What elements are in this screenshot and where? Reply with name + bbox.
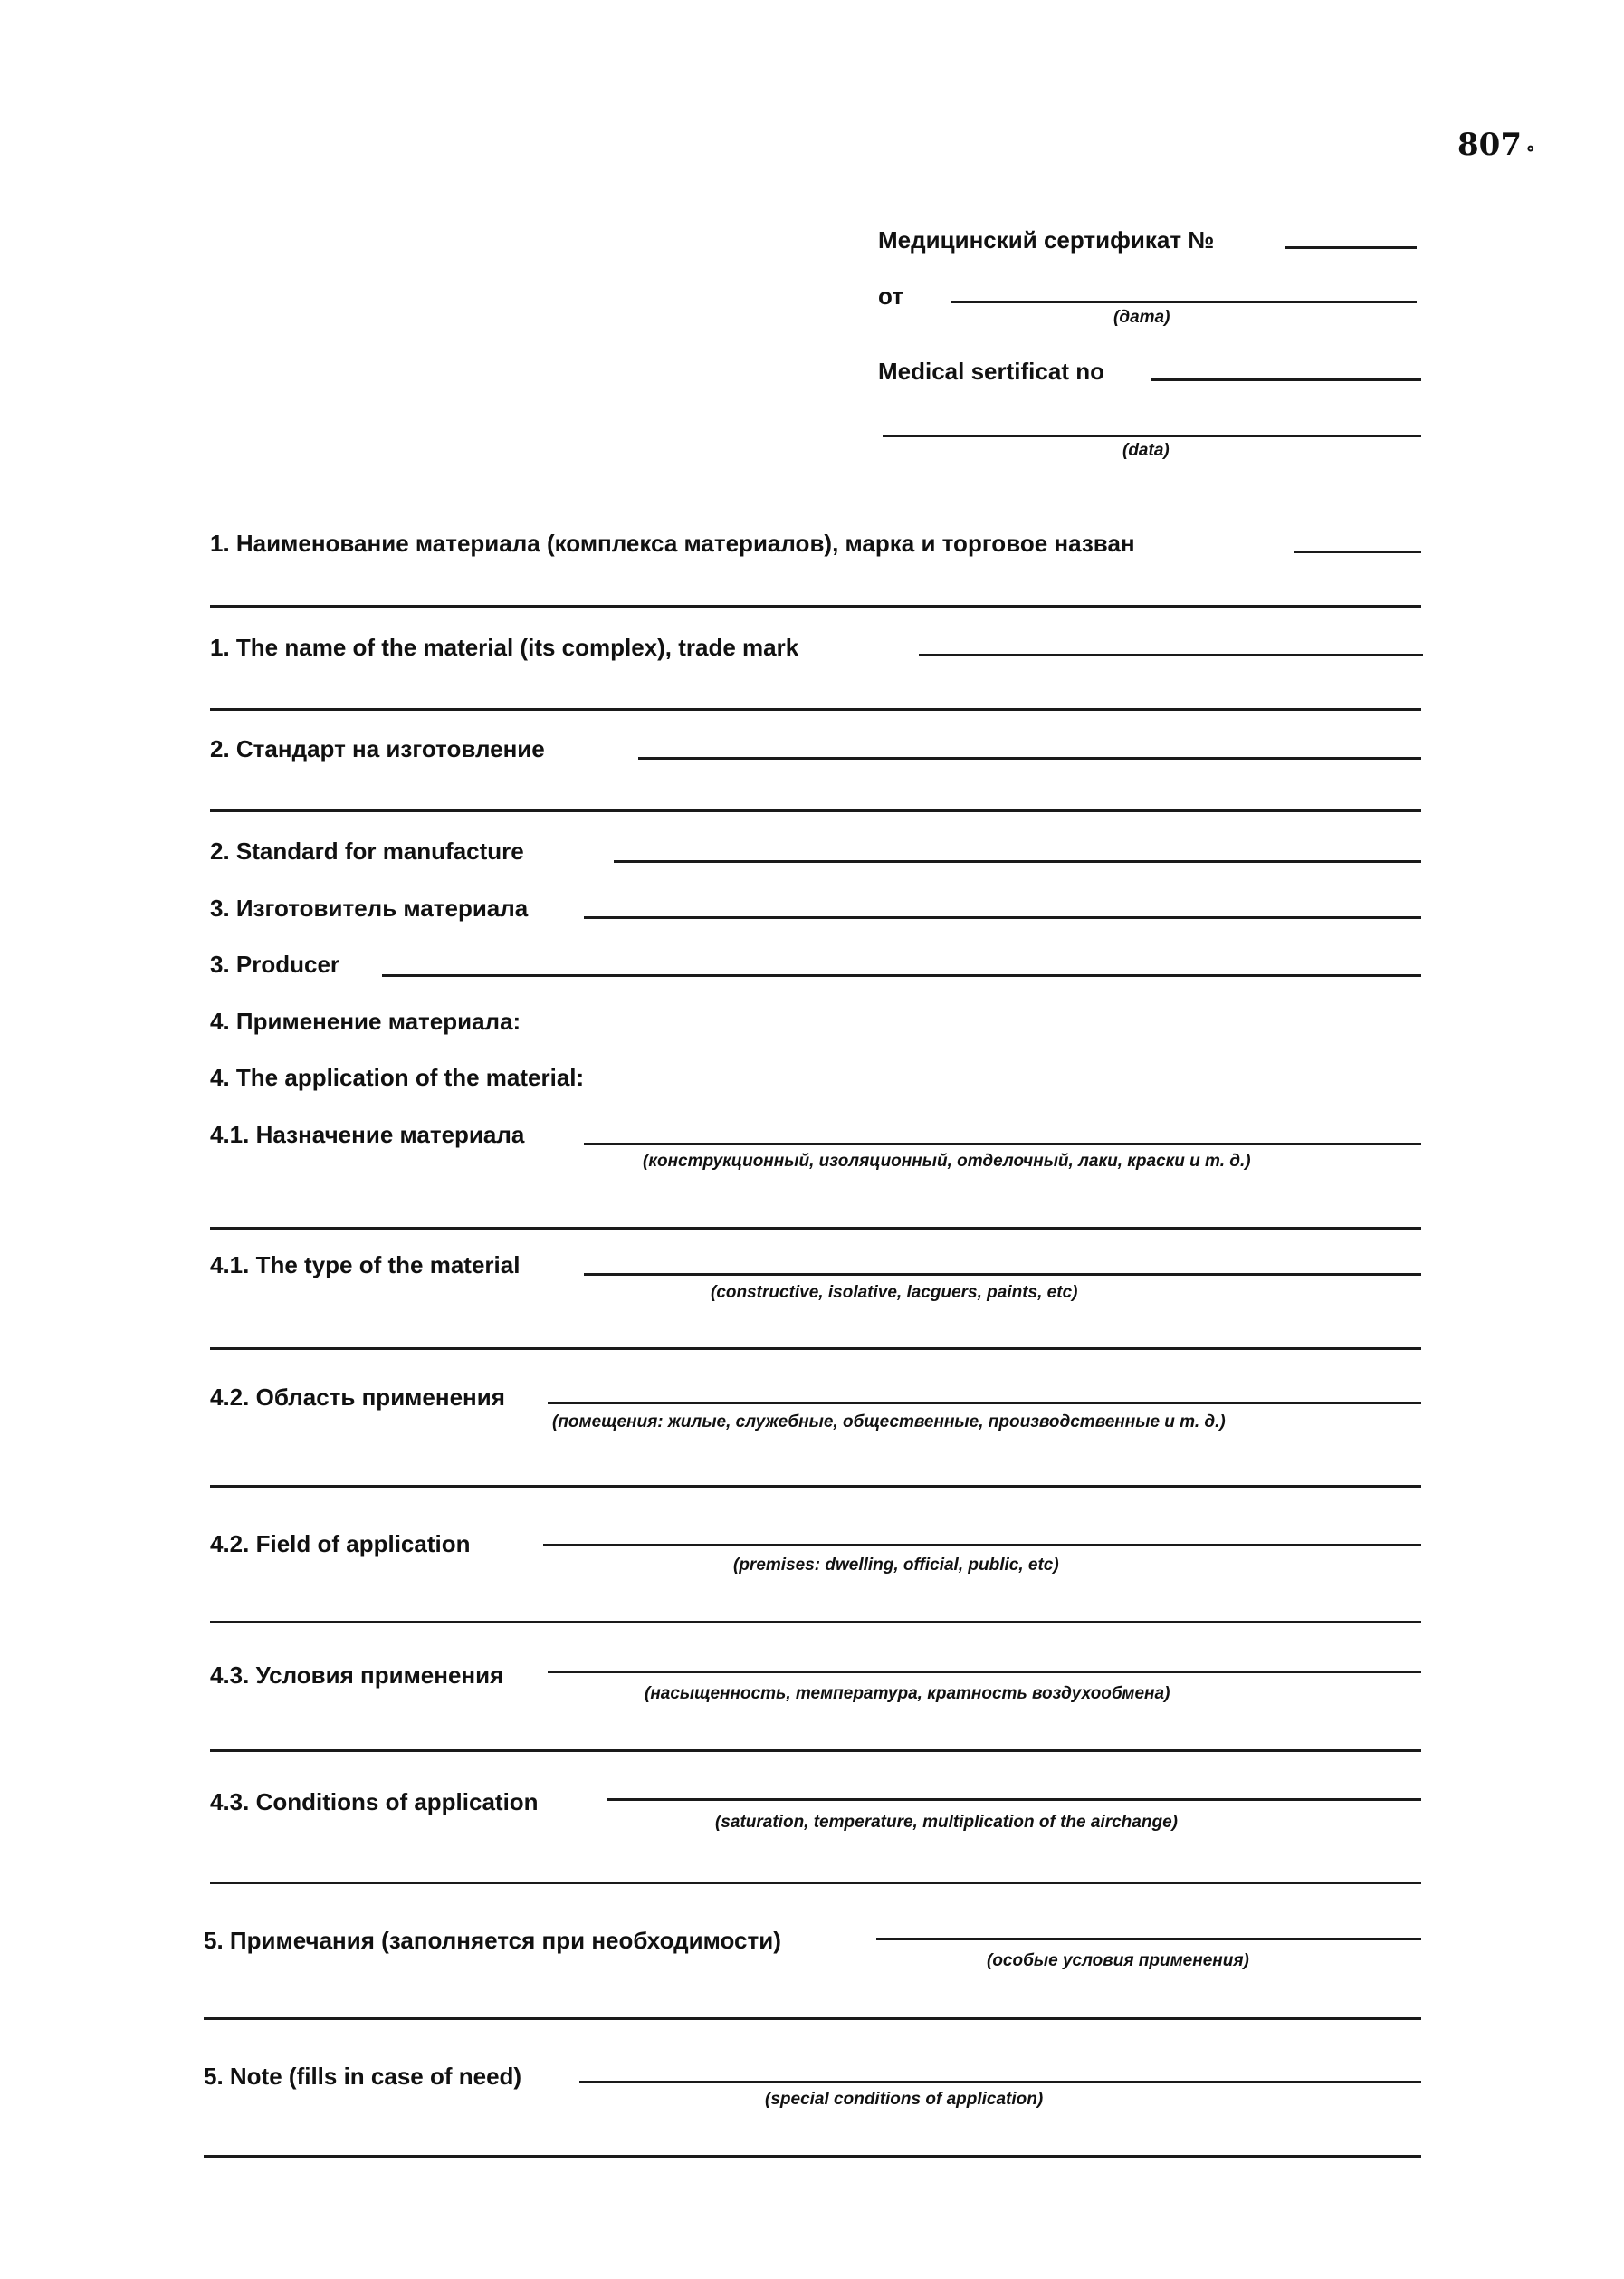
date-hint-en: (data) [1122,441,1170,460]
item-5-field-en-2[interactable] [204,2155,1421,2158]
item-4-1-hint-ru: (конструкционный, изоляционный, отделочный, лаки, краски и т. д.) [643,1152,1251,1171]
item-4-3-field-en[interactable] [607,1798,1421,1801]
item-4-3-field-en-2[interactable] [210,1882,1421,1884]
item-4-2-field-en[interactable] [543,1544,1421,1546]
item-4-1-field-en-2[interactable] [210,1347,1421,1350]
item-4-2-hint-en: (premises: dwelling, official, public, etc) [733,1556,1059,1575]
item-5-label-en: 5. Note (fills in case of need) [204,2063,522,2090]
item-4-1-field-ru-2[interactable] [210,1227,1421,1230]
item-2-field-en[interactable] [614,860,1421,863]
item-1-field-en[interactable] [919,654,1423,656]
item-4-2-field-ru-2[interactable] [210,1485,1421,1488]
item-4-label-en: 4. The application of the material: [210,1064,585,1091]
item-4-3-label-ru: 4.3. Условия применения [210,1661,504,1689]
page-mark: ∘ [1524,137,1536,160]
item-4-3-field-ru-2[interactable] [210,1749,1421,1752]
item-2-field-ru[interactable] [638,757,1421,760]
item-5-field-ru[interactable] [876,1938,1421,1940]
item-4-1-label-ru: 4.1. Назначение материала [210,1121,525,1148]
item-4-1-label-en: 4.1. The type of the material [210,1251,521,1278]
cert-number-label-ru: Медицинский сертификат № [878,226,1215,254]
item-5-hint-ru: (особые условия применения) [987,1951,1249,1970]
item-4-1-hint-en: (constructive, isolative, lacguers, paints, etc) [711,1283,1078,1302]
item-4-3-hint-en: (saturation, temperature, multiplication of the airchange) [715,1813,1178,1832]
item-4-2-field-en-2[interactable] [210,1621,1421,1623]
item-1-label-en: 1. The name of the material (its complex), trade mark [210,634,799,661]
item-1-field-ru-2[interactable] [210,605,1421,608]
item-3-label-en: 3. Producer [210,951,340,978]
cert-number-field-ru[interactable] [1285,246,1417,249]
item-4-3-field-ru[interactable] [548,1671,1421,1673]
item-4-3-label-en: 4.3. Conditions of application [210,1788,539,1815]
item-5-field-ru-2[interactable] [204,2017,1421,2020]
item-5-label-ru: 5. Примечания (заполняется при необходимости) [204,1927,781,1954]
item-4-3-hint-ru: (насыщенность, температура, кратность воздухообмена) [645,1684,1170,1703]
item-2-label-ru: 2. Стандарт на изготовление [210,735,545,762]
item-1-label-ru: 1. Наименование материала (комплекса материалов), марка и торговое назван [210,530,1135,557]
date-field-ru[interactable] [951,301,1417,303]
from-label: от [878,282,903,310]
item-5-hint-en: (special conditions of application) [765,2090,1044,2109]
date-hint-ru: (дата) [1113,308,1170,327]
item-4-2-field-ru[interactable] [548,1402,1421,1404]
item-4-1-field-ru[interactable] [584,1143,1421,1145]
page-number: 807 ∘ [1457,127,1536,163]
item-4-label-ru: 4. Применение материала: [210,1008,521,1035]
item-3-label-ru: 3. Изготовитель материала [210,895,529,922]
item-3-field-ru[interactable] [584,916,1421,919]
item-2-field-ru-2[interactable] [210,809,1421,812]
item-1-field-en-2[interactable] [210,708,1421,711]
item-4-2-label-ru: 4.2. Область применения [210,1384,505,1411]
item-3-field-en[interactable] [382,974,1421,977]
item-2-label-en: 2. Standard for manufacture [210,838,524,865]
date-field-en[interactable] [883,435,1421,437]
item-4-2-hint-ru: (помещения: жилые, служебные, общественные, производственные и т. д.) [552,1412,1226,1432]
cert-number-label-en: Medical sertificat no [878,358,1104,385]
item-4-2-label-en: 4.2. Field of application [210,1530,471,1557]
item-5-field-en[interactable] [579,2081,1421,2083]
cert-number-field-en[interactable] [1151,378,1421,381]
item-4-1-field-en[interactable] [584,1273,1421,1276]
item-1-field-ru[interactable] [1294,551,1421,553]
